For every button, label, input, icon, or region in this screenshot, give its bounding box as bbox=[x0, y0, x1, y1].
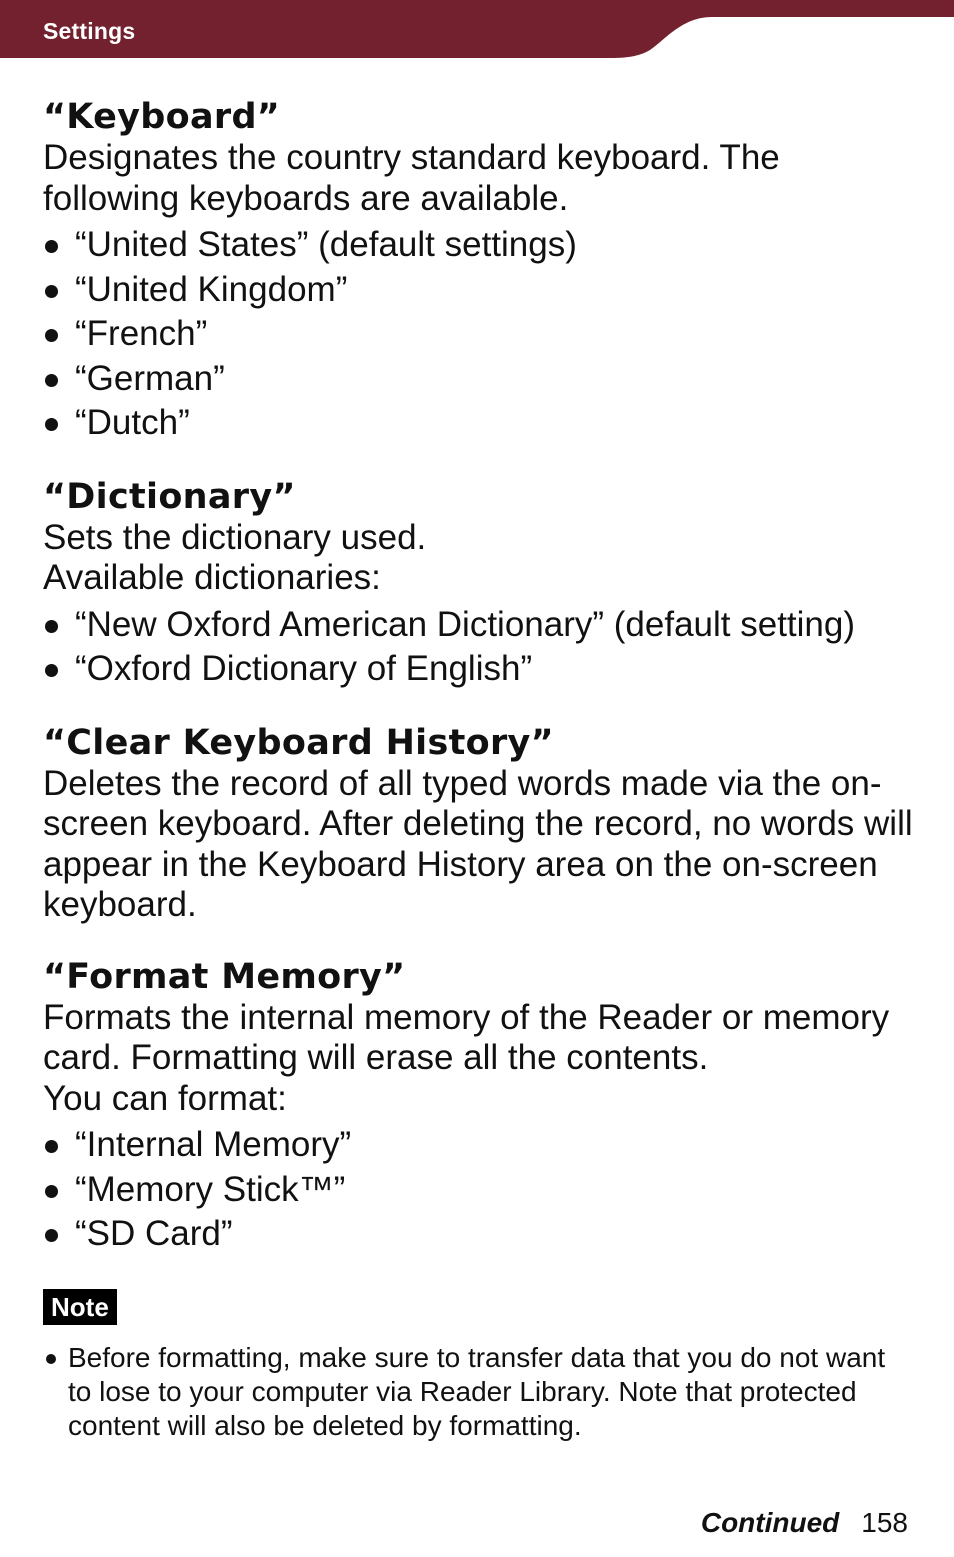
list-item bbox=[43, 268, 923, 313]
list-item-text: “United Kingdom” bbox=[75, 269, 348, 309]
dictionary-description: Sets the dictionary used. bbox=[43, 517, 427, 557]
list-item-text: “French” bbox=[75, 314, 208, 353]
list-item-text: “Memory Stick™” bbox=[75, 1169, 346, 1209]
bullet-icon bbox=[45, 664, 58, 677]
list-item-text: “Dutch” bbox=[75, 403, 190, 442]
list-item bbox=[43, 1212, 923, 1257]
continued-label: Continued bbox=[700, 1507, 840, 1538]
section-title-settings: Settings bbox=[43, 18, 136, 44]
note-list bbox=[43, 1341, 923, 1443]
dictionary-available-label: Available dictionaries: bbox=[43, 558, 381, 597]
bullet-icon bbox=[46, 1354, 56, 1364]
list-item bbox=[43, 401, 923, 446]
keyboard-options-list bbox=[43, 223, 923, 446]
keyboard-description: Designates the country standard keyboard. The following keyboards are available. bbox=[43, 138, 780, 218]
page-number: 158 bbox=[861, 1507, 908, 1538]
section-keyboard bbox=[43, 96, 923, 446]
format-options-list bbox=[43, 1123, 923, 1257]
dictionary-options-list bbox=[43, 603, 923, 692]
list-item bbox=[43, 1168, 923, 1213]
bullet-icon bbox=[45, 1229, 58, 1242]
page-header bbox=[0, 0, 954, 58]
list-item-text: “New Oxford American Dictionary” (default setting) bbox=[75, 604, 855, 644]
list-item bbox=[43, 1123, 923, 1168]
bullet-icon bbox=[45, 1140, 58, 1153]
list-item bbox=[43, 603, 923, 648]
heading-format-memory: “Format Memory” bbox=[43, 956, 406, 997]
section-format-memory bbox=[43, 956, 923, 1257]
heading-dictionary: “Dictionary” bbox=[43, 476, 296, 517]
list-item bbox=[43, 647, 923, 692]
list-item-text: “Internal Memory” bbox=[75, 1125, 352, 1164]
list-item-text: “Oxford Dictionary of English” bbox=[75, 649, 533, 688]
list-item-text: “United States” (default settings) bbox=[75, 225, 577, 264]
format-memory-label: You can format: bbox=[43, 1078, 287, 1118]
bullet-icon bbox=[45, 285, 58, 298]
bullet-icon bbox=[45, 329, 58, 342]
section-dictionary bbox=[43, 476, 923, 692]
list-item-text: “SD Card” bbox=[75, 1214, 233, 1253]
header-tab-shape bbox=[0, 0, 954, 58]
note-item-text: Before formatting, make sure to transfer data that you do not want to lose to your computer via Reader Library. Note that protected content will also be deleted by formatting. bbox=[68, 1341, 886, 1441]
heading-keyboard: “Keyboard” bbox=[43, 97, 281, 137]
bullet-icon bbox=[45, 418, 58, 431]
bullet-icon bbox=[45, 1185, 58, 1198]
section-clear-keyboard-history bbox=[43, 722, 923, 926]
list-item bbox=[43, 357, 923, 402]
format-memory-description: Formats the internal memory of the Reader or memory card. Formatting will erase all the contents. bbox=[43, 997, 890, 1077]
list-item-text: “German” bbox=[75, 358, 225, 398]
note-box bbox=[43, 1287, 923, 1443]
heading-clear-keyboard-history: “Clear Keyboard History” bbox=[43, 722, 554, 763]
list-item bbox=[43, 223, 923, 268]
list-item bbox=[43, 312, 923, 357]
note-label: Note bbox=[43, 1289, 117, 1325]
page-footer bbox=[701, 1505, 908, 1541]
clear-history-description: Deletes the record of all typed words made via the on-screen keyboard. After deleting the record, no words will appear in the Keyboard History area on the on-screen keyboard. bbox=[43, 763, 913, 924]
main-content bbox=[43, 96, 923, 1443]
note-item bbox=[43, 1341, 888, 1443]
bullet-icon bbox=[45, 374, 58, 387]
bullet-icon bbox=[45, 240, 58, 253]
bullet-icon bbox=[45, 620, 58, 633]
